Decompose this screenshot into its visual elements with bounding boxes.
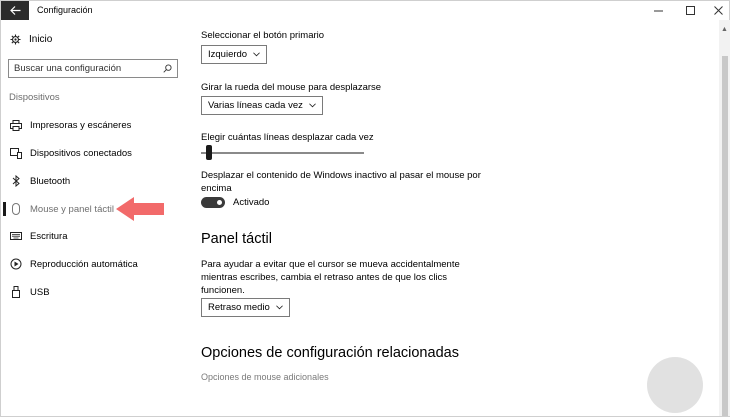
touchpad-desc-line2: mientras escribes, cambia el retraso antes de que los clics [201,272,448,283]
toggle-knob [217,200,222,205]
autoplay-icon [10,258,22,270]
sidebar-item-label: Bluetooth [30,175,71,187]
primary-button-value: Izquierdo [208,49,248,60]
chevron-down-icon [253,51,260,58]
chevron-down-icon [309,102,316,109]
bluetooth-icon [12,175,20,187]
additional-mouse-options-link[interactable]: Opciones de mouse adicionales [201,372,329,382]
watermark-logo [647,357,703,413]
scroll-thumb[interactable] [722,56,728,416]
lines-label: Elegir cuántas líneas desplazar cada vez [201,132,374,143]
close-icon [714,6,723,15]
touchpad-desc-line3: funcionen. [201,285,245,296]
scroll-up-icon[interactable]: ▲ [721,26,728,33]
delay-dropdown[interactable] [201,298,290,317]
sidebar-item-label: Reproducción automática [30,258,138,270]
inactive-scroll-label-line2: encima [201,183,232,194]
delay-value: Retraso medio [208,302,270,313]
window-title: Configuración [37,5,93,15]
sidebar-item-home[interactable] [10,34,52,45]
sidebar-item-label: Escritura [30,230,68,242]
primary-button-label: Seleccionar el botón primario [201,30,325,41]
back-button[interactable] [1,1,29,20]
connected-devices-icon [10,148,22,159]
chevron-down-icon [276,304,283,311]
search-placeholder: Buscar una configuración [14,63,122,74]
lines-slider-thumb[interactable] [206,145,212,160]
touchpad-desc-line1: Para ayudar a evitar que el cursor se mueva accidentalmente [201,259,460,270]
related-heading: Opciones de configuración relacionadas [201,345,459,361]
primary-button-dropdown[interactable] [201,45,267,64]
gear-icon [10,34,21,45]
usb-icon [12,286,20,298]
sidebar-item-usb[interactable] [1,279,185,305]
selection-indicator [3,202,6,216]
sidebar-item-bluetooth[interactable] [1,168,185,194]
sidebar-item-printers[interactable] [1,112,185,138]
home-label: Inicio [29,34,53,45]
sidebar-item-label: Mouse y panel táctil [30,203,114,215]
printer-icon [10,120,22,131]
title-bar [1,1,729,20]
search-icon [163,64,172,73]
scroll-wheel-label: Girar la rueda del mouse para desplazarse [201,82,382,93]
maximize-icon [686,6,695,15]
sidebar-item-autoplay[interactable] [1,251,185,277]
inactive-scroll-label-line1: Desplazar el contenido de Windows inactivo al pasar el mouse por [201,170,481,181]
lines-slider-track[interactable] [201,152,364,154]
sidebar-item-label: Impresoras y escáneres [30,119,132,131]
close-button[interactable] [701,1,730,20]
scroll-wheel-dropdown[interactable] [201,96,323,115]
toggle-label: Activado [233,197,270,208]
mouse-icon [12,203,20,215]
section-title: Dispositivos [9,92,60,103]
sidebar-item-typing[interactable] [1,223,185,249]
inactive-scroll-toggle[interactable] [201,197,225,208]
sidebar-item-label: Dispositivos conectados [30,147,132,159]
main-content [201,20,711,416]
annotation-arrow-icon [114,196,166,222]
sidebar-item-connected-devices[interactable] [1,140,185,166]
touchpad-heading: Panel táctil [201,231,272,247]
minimize-button[interactable] [641,1,675,20]
scrollbar[interactable] [719,20,730,416]
keyboard-icon [10,232,22,240]
scroll-wheel-value: Varias líneas cada vez [208,100,303,111]
back-arrow-icon [10,6,21,15]
minimize-icon [654,6,663,15]
sidebar-item-label: USB [30,286,50,298]
search-input[interactable] [8,59,178,78]
